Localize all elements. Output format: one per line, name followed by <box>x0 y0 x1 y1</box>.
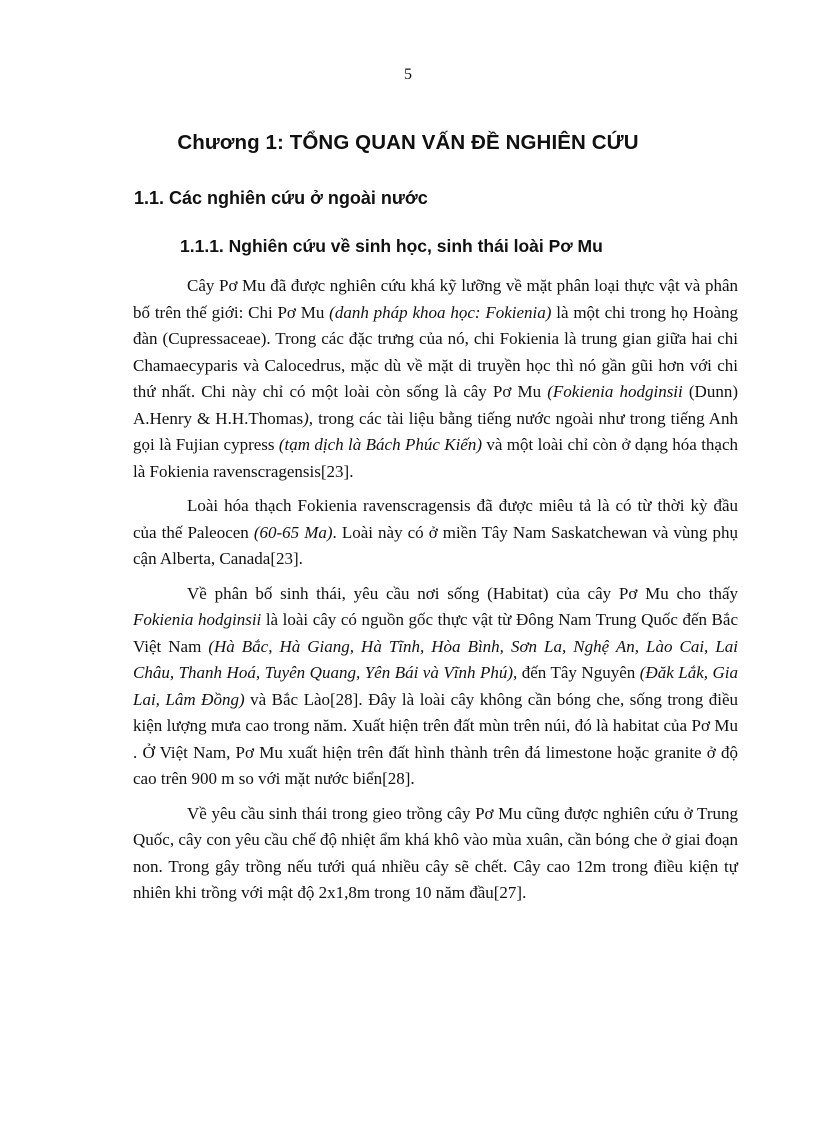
italic-text-run: Fokienia hodginsii <box>133 610 262 629</box>
paragraph-4 <box>133 801 738 907</box>
italic-text-run: (tạm dịch là Bách Phúc Kiến) <box>278 435 483 454</box>
body-text <box>133 273 738 907</box>
text-run: Về phân bố sinh thái, yêu cầu nơi sống (Habitat) của cây Pơ Mu cho thấy <box>187 583 738 603</box>
subsection-heading: 1.1.1. Nghiên cứu về sinh học, sinh thái loài Pơ Mu <box>180 236 603 256</box>
text-run: (Dunn) A.Henry & H.H.Thomas <box>133 382 738 428</box>
paragraph-3 <box>133 581 738 793</box>
paragraph-1 <box>133 273 738 485</box>
page-number: 5 <box>404 66 412 83</box>
text-run: là một chi trong họ Hoàng đàn (Cupressaceae). Trong các đặc trưng của nó, chi Fokienia là trung gian giữa hai chi Chamaecyparis và Calocedrus, mặc dù về mặt di truyền học thì nó gần gũi hơn với chi thứ nhất. Chi này chỉ có một loài còn sống là cây Pơ Mu <box>133 302 738 401</box>
section-heading: 1.1. Các nghiên cứu ở ngoài nước <box>134 188 428 208</box>
italic-text-run: ), <box>303 408 314 428</box>
chapter-title: Chương 1: TỔNG QUAN VẤN ĐỀ NGHIÊN CỨU <box>177 131 639 154</box>
italic-text-run: (Đăk Lắk, Gia Lai, Lâm Đồng) <box>133 663 738 709</box>
text-run: và một loài chỉ còn ở dạng hóa thạch là Fokienia ravenscragensis[23]. <box>133 435 739 481</box>
italic-text-run: (60-65 Ma) <box>253 522 333 542</box>
paragraph-2 <box>133 493 738 573</box>
text-run: Về yêu cầu sinh thái trong gieo trồng cây Pơ Mu cũng được nghiên cứu ở Trung Quốc, cây con yêu cầu chế độ nhiệt ẩm khá khô vào mùa xuân, cần bóng che ở giai đoạn non. Trong gây trồng nếu tưới quá nhiều cây sẽ chết. Cây cao 12m trong điều kiện tự nhiên khi trồng với mật độ 2x1,8m trong 10 năm đầu[27]. <box>133 803 738 902</box>
text-run: Loài hóa thạch Fokienia ravenscragensis đã được miêu tả là có từ thời kỳ đầu của thế Paleocen <box>133 496 738 542</box>
text-run: là loài cây có nguồn gốc thực vật từ Đông Nam Trung Quốc đến Bắc Việt Nam <box>133 610 738 656</box>
italic-text-run: (danh pháp khoa học: Fokienia) <box>329 302 552 322</box>
text-run: và Bắc Lào[28]. Đây là loài cây không cần bóng che, sống trong điều kiện lượng mưa cao trong năm. Xuất hiện trên đất mùn trên núi, đó là habitat của Pơ Mu . Ở Việt Nam, Pơ Mu xuất hiện trên đất hình thành trên đá limestone hoặc granite ở độ cao trên 900 m so với mặt nước biển[28]. <box>133 689 738 788</box>
text-run: đến Tây Nguyên <box>517 663 640 682</box>
italic-text-run: (Hà Bắc, Hà Giang, Hà Tĩnh, Hòa Bình, Sơn La, Nghệ An, Lào Cai, Lai Châu, Thanh Hoá, Tuyên Quang, Yên Bái và Vĩnh Phú), <box>133 636 738 682</box>
text-run: . Loài này có ở miền Tây Nam Saskatchewan và vùng phụ cận Alberta, Canada[23]. <box>133 522 738 568</box>
italic-text-run: (Fokienia hodginsii <box>547 382 683 401</box>
text-run: Cây Pơ Mu đã được nghiên cứu khá kỹ lưỡng về mặt phân loại thực vật và phân bố trên thế giới: Chi Pơ Mu <box>133 276 738 322</box>
text-run: trong các tài liệu bằng tiếng nước ngoài như trong tiếng Anh gọi là Fujian cypress <box>133 408 738 454</box>
